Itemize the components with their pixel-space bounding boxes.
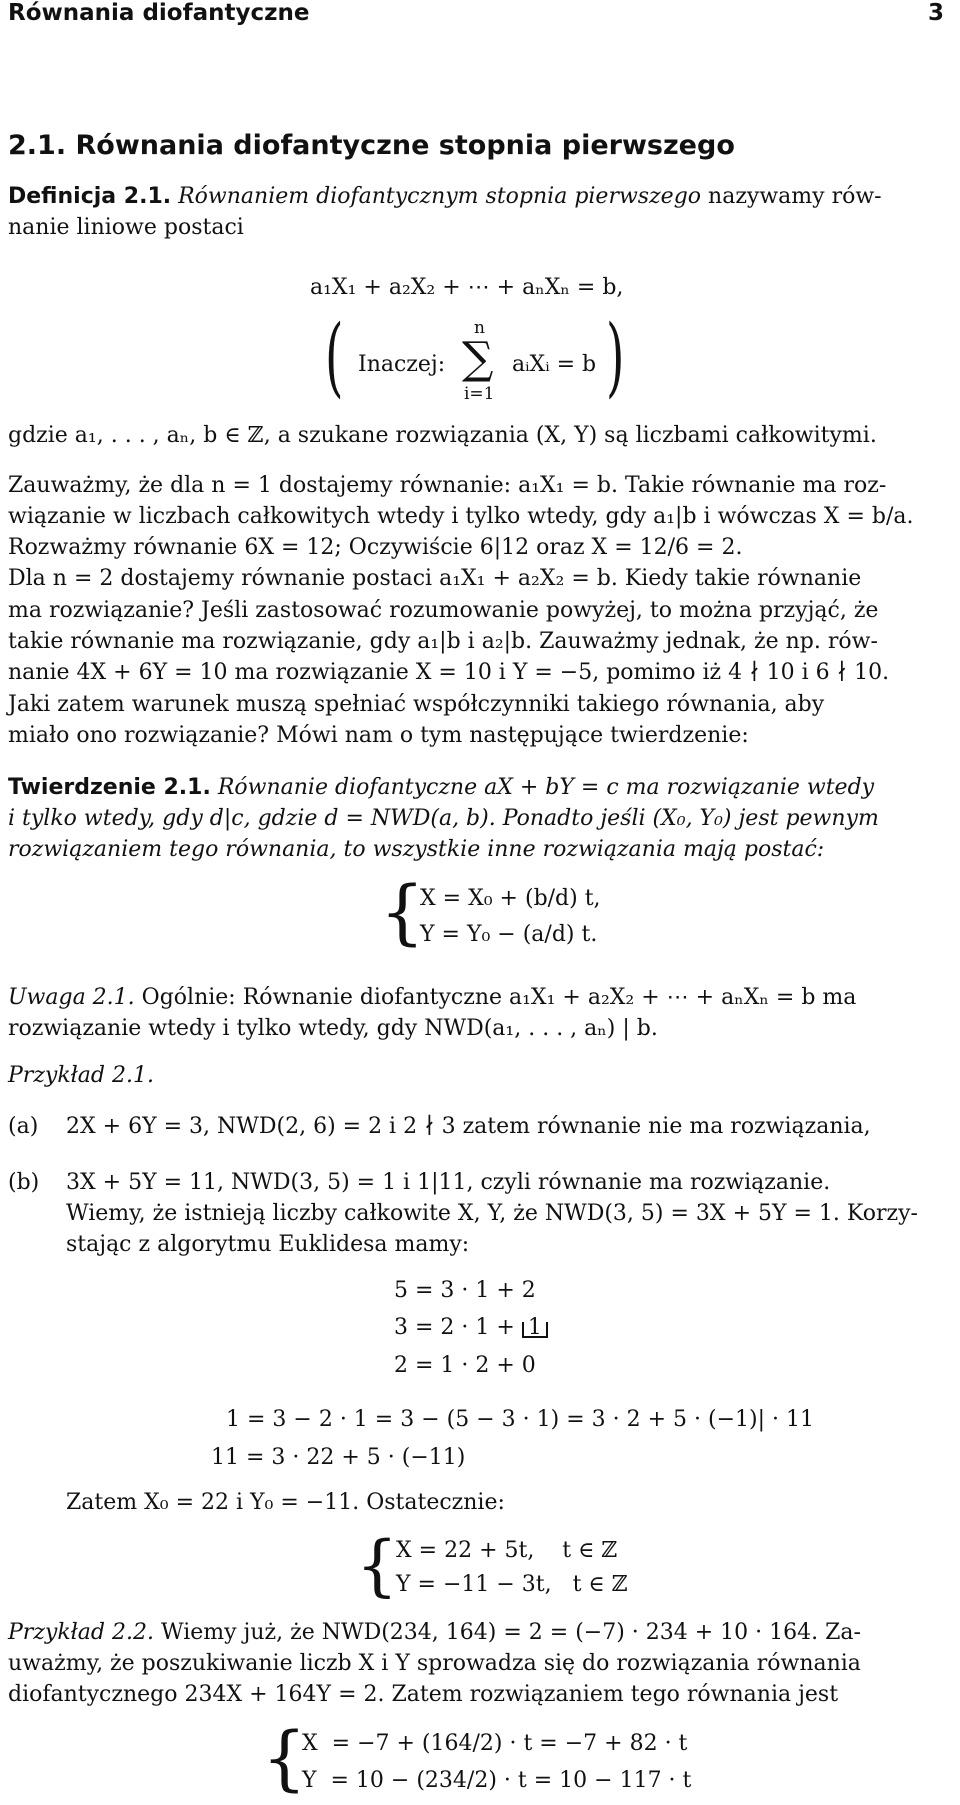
definition-where-line: gdzie a₁, . . . , aₙ, b ∈ ℤ, a szukane rozwiązania (X, Y) są liczbami całkowitymi.	[8, 423, 877, 448]
euclid-step-2-remainder: 1	[522, 1322, 548, 1338]
definition-line-1	[8, 184, 882, 209]
theorem-label: Twierdzenie 2.1.	[8, 775, 211, 800]
example1-b-line-3: stając z algorytmu Euklidesa mamy:	[66, 1232, 470, 1257]
remark-line-7: nanie 4X + 6Y = 10 ma rozwiązanie X = 10 i Y = −5, pomimo iż 4 ∤ 10 i 6 ∤ 10.	[8, 660, 890, 685]
example1-system-eq-2: Y = −11 − 3t, t ∈ ℤ	[396, 1572, 628, 1597]
example1-a-text: 2X + 6Y = 3, NWD(2, 6) = 2 i 2 ∤ 3 zatem równanie nie ma rozwiązania,	[66, 1114, 871, 1139]
example1-label: Przykład 2.1.	[8, 1063, 154, 1088]
theorem-system-eq-2: Y = Y₀ − (a/d) t.	[420, 922, 598, 947]
sum-symbol: ∑	[462, 333, 494, 384]
euclid-step-1: 5 = 3 · 1 + 2	[394, 1278, 536, 1303]
sum-lower-limit: i=1	[464, 384, 495, 404]
euclid-step-2-text: 3 = 2 · 1 +	[394, 1315, 515, 1340]
back-substitution-2: 11 = 3 · 22 + 5 · (−11)	[211, 1445, 466, 1470]
remark-line-3: Rozważmy równanie 6X = 12; Oczywiście 6|12 oraz X = 12/6 = 2.	[8, 535, 743, 560]
sum-upper-limit: n	[474, 318, 485, 338]
equation-alt-label: Inaczej:	[358, 352, 446, 377]
remark-line-8: Jaki zatem warunek muszą spełniać współczynniki takiego równania, aby	[8, 692, 825, 717]
theorem-system-eq-1: X = X₀ + (b/d) t,	[420, 886, 601, 911]
example1-b-line-2: Wiemy, że istnieją liczby całkowite X, Y, że NWD(3, 5) = 3X + 5Y = 1. Korzy-	[66, 1201, 918, 1226]
euclid-step-3: 2 = 1 · 2 + 0	[394, 1353, 536, 1378]
example2-line-2: uważmy, że poszukiwanie liczb X i Y sprowadza się do rozwiązania równania	[8, 1651, 861, 1676]
back-substitution-1: 1 = 3 − 2 · 1 = 3 − (5 − 3 · 1) = 3 · 2 + 5 · (−1)| · 11	[226, 1407, 814, 1432]
theorem-line-3: rozwiązaniem tego równania, to wszystkie inne rozwiązania mają postać:	[8, 837, 825, 862]
uwaga-line-2: rozwiązanie wtedy i tylko wtedy, gdy NWD(a₁, . . . , aₙ) | b.	[8, 1016, 658, 1041]
page-number: 3	[928, 0, 945, 26]
example1-b-line-1: 3X + 5Y = 11, NWD(3, 5) = 1 i 1|11, czyli równanie ma rozwiązanie.	[66, 1170, 831, 1195]
example2-system-brace: {	[262, 1717, 307, 1799]
remark-line-9: miało ono rozwiązanie? Mówi nam o tym następujące twierdzenie:	[8, 723, 749, 748]
example1-b-marker: (b)	[8, 1170, 40, 1195]
definition-line-2: nanie liniowe postaci	[8, 215, 244, 240]
definition-label: Definicja 2.1.	[8, 184, 172, 209]
running-header-title: Równania diofantyczne	[8, 0, 310, 26]
uwaga-line-1-text: Ogólnie: Równanie diofantyczne a₁X₁ + a₂X₂ + ⋯ + aₙXₙ = b ma	[141, 985, 857, 1010]
remark-line-4: Dla n = 2 dostajemy równanie postaci a₁X₁ + a₂X₂ = b. Kiedy takie równanie	[8, 566, 862, 591]
paren-left: (	[325, 307, 344, 407]
example1-system-brace: {	[356, 1527, 398, 1604]
uwaga-label: Uwaga 2.1.	[8, 985, 135, 1010]
example1-a-marker: (a)	[8, 1114, 39, 1139]
paren-right: )	[606, 307, 625, 407]
example2-line-1-text: Wiemy już, że NWD(234, 164) = 2 = (−7) · 234 + 10 · 164. Za-	[160, 1620, 861, 1645]
example2-system-eq-1: X = −7 + (164/2) · t = −7 + 82 · t	[302, 1731, 688, 1756]
example2-system-eq-2: Y = 10 − (234/2) · t = 10 − 117 · t	[302, 1768, 692, 1793]
theorem-line-2: i tylko wtedy, gdy d|c, gdzie d = NWD(a, b). Ponadto jeśli (X₀, Y₀) jest pewnym	[8, 806, 879, 831]
equation-main: a₁X₁ + a₂X₂ + ⋯ + aₙXₙ = b,	[310, 275, 624, 300]
theorem-line-1-text: Równanie diofantyczne aX + bY = c ma rozwiązanie wtedy	[217, 775, 875, 800]
equation-alt-body: aᵢXᵢ = b	[512, 352, 597, 377]
uwaga-line-1	[8, 985, 856, 1010]
example1-system-eq-1: X = 22 + 5t, t ∈ ℤ	[396, 1538, 618, 1563]
section-title: 2.1. Równania diofantyczne stopnia pierwszego	[8, 130, 735, 161]
example1-conclusion: Zatem X₀ = 22 i Y₀ = −11. Ostatecznie:	[66, 1490, 505, 1515]
theorem-line-1	[8, 775, 874, 800]
remark-line-1: Zauważmy, że dla n = 1 dostajemy równanie: a₁X₁ = b. Takie równanie ma roz-	[8, 473, 887, 498]
definition-term: Równaniem diofantycznym stopnia pierwszego	[178, 184, 702, 209]
remark-line-5: ma rozwiązanie? Jeśli zastosować rozumowanie powyżej, to można przyjąć, że	[8, 598, 879, 623]
example2-label: Przykład 2.2.	[8, 1620, 154, 1645]
definition-line-1-rest: nazywamy rów-	[708, 184, 882, 209]
euclid-step-2	[394, 1315, 548, 1340]
example2-line-3: diofantycznego 234X + 164Y = 2. Zatem rozwiązaniem tego równania jest	[8, 1682, 839, 1707]
example2-line-1	[8, 1620, 861, 1645]
remark-line-6: takie równanie ma rozwiązanie, gdy a₁|b i a₂|b. Zauważmy jednak, że np. rów-	[8, 629, 878, 654]
theorem-system-brace: {	[380, 871, 425, 953]
remark-line-2: wiązanie w liczbach całkowitych wtedy i tylko wtedy, gdy a₁|b i wówczas X = b/a.	[8, 504, 914, 529]
